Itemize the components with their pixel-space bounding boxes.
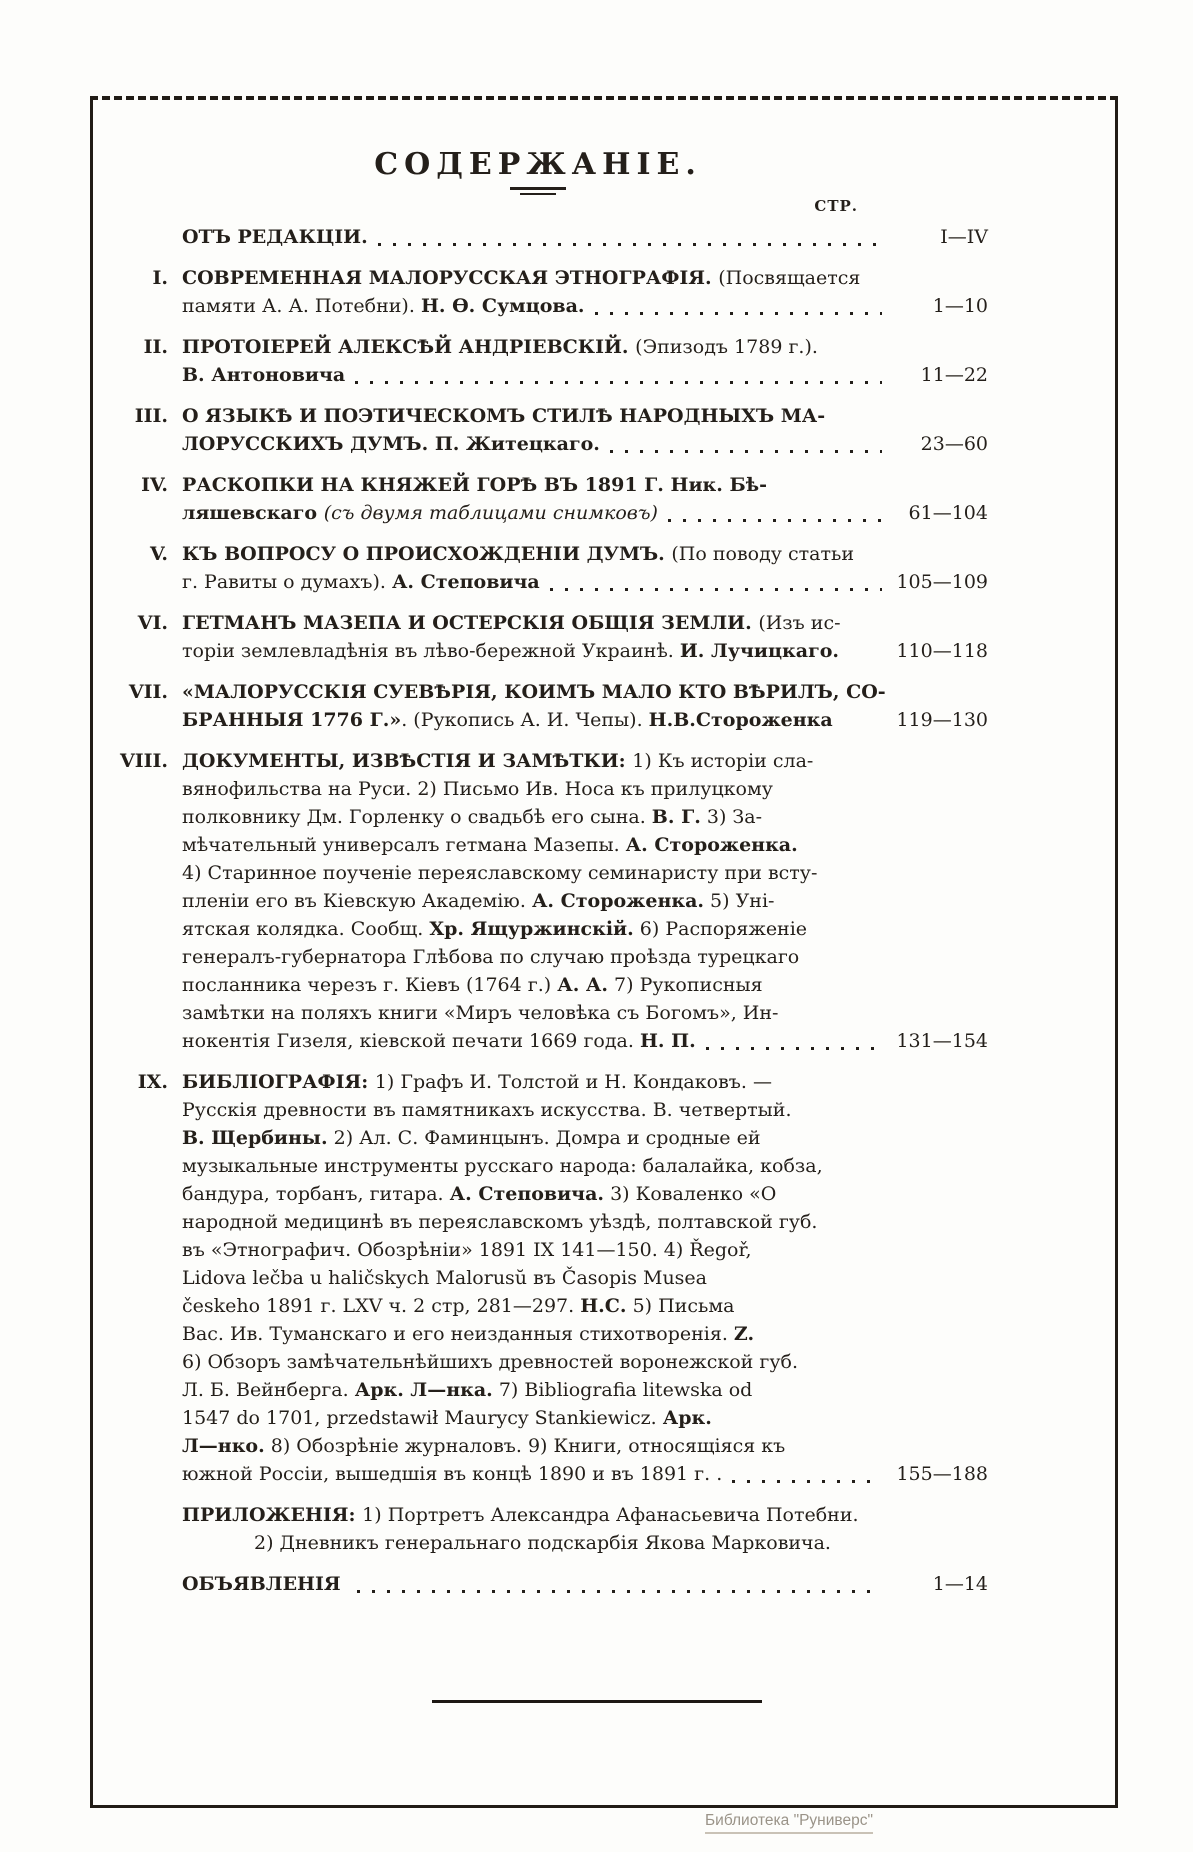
entry-text-segment: ОТЪ РЕДАКЦІИ. <box>182 226 368 248</box>
entry-text <box>182 1570 888 1598</box>
toc-entry <box>88 471 988 527</box>
entry-text-segment: РАСКОПКИ НА КНЯЖЕЙ ГОРѢ ВЪ 1891 Г. <box>182 474 671 496</box>
entry-text-segment: Арк. <box>662 1407 712 1429</box>
entry-line <box>182 540 888 568</box>
entry-text-segment: А. Стороженка. <box>531 890 704 912</box>
toc-entry <box>88 223 988 251</box>
entry-line <box>182 999 888 1027</box>
entry-line <box>182 264 888 292</box>
toc-entry <box>88 747 988 1055</box>
toc-page <box>88 146 988 1611</box>
entry-text-segment: českeho 1891 г. LXV ч. 2 стр, 281—297. <box>182 1295 581 1317</box>
entry-text-segment: 8) Обозрѣніе журналовъ. 9) Книги, относящіяся къ <box>264 1435 786 1457</box>
entry-line <box>182 1096 888 1124</box>
entry-text-segment: ОБЪЯВЛЕНІЯ <box>182 1573 348 1595</box>
entry-text-segment: 3) За- <box>700 806 762 828</box>
entry-line <box>182 223 888 251</box>
entry-line <box>182 1460 888 1488</box>
entry-pages: 105—109 <box>896 571 988 593</box>
dot-leader <box>355 381 882 384</box>
entry-numeral: II. <box>143 336 168 358</box>
entry-text-segment: О ЯЗЫКѢ И ПОЭТИЧЕСКОМЪ СТИЛѢ НАРОДНЫХЪ МА- <box>182 405 826 427</box>
entry-line <box>182 747 888 775</box>
entry-text-segment: вянофильства на Руси. 2) Письмо Ив. Носа къ прилуцкому <box>182 778 773 800</box>
entry-pages: 23—60 <box>920 433 988 455</box>
entry-text-segment: П. Житецкаго. <box>434 433 600 455</box>
entry-pages: 61—104 <box>908 502 988 524</box>
entry-text-segment: СОВРЕМЕННАЯ МАЛОРУССКАЯ ЭТНОГРАФІЯ. <box>182 267 719 289</box>
entry-text-segment: Вас. Ив. Туманскаго и его неизданныя стихотворенія. <box>182 1323 734 1345</box>
entry-pages: 155—188 <box>896 1463 988 1485</box>
toc-entry <box>88 333 988 389</box>
entry-text-segment: КЪ ВОПРОСУ О ПРОИСХОЖДЕНІИ ДУМЪ. <box>182 543 672 565</box>
entry-line <box>182 1236 888 1264</box>
entry-text-segment: В. Щербины. <box>182 1127 328 1149</box>
entry-text-segment: 7) Bibliografia litewska od <box>492 1379 753 1401</box>
entry-text <box>182 540 888 596</box>
entry-numeral: V. <box>149 543 168 565</box>
entry-text <box>182 1501 888 1557</box>
entry-text-segment: 6) Обзоръ замѣчательнѣйшихъ древностей воронежской губ. <box>182 1351 798 1373</box>
entry-text-segment: Н.С. <box>580 1295 627 1317</box>
entry-text-segment: (Эпизодъ 1789 г.). <box>635 336 818 358</box>
entry-line <box>182 568 888 596</box>
entry-text-segment: А. Стороженка. <box>625 834 798 856</box>
entry-text-segment: 2) Дневникъ генеральнаго подскарбія Якова Марковича. <box>254 1532 831 1554</box>
entry-text-segment: 4) Старинное поученіе переяславскому семинаристу при всту- <box>182 862 818 884</box>
entry-line <box>182 402 888 430</box>
entry-numeral: IV. <box>141 474 168 496</box>
entry-line <box>182 1376 888 1404</box>
entry-pages: 131—154 <box>896 1030 988 1052</box>
entry-text-segment: БРАННЫЯ 1776 Г.» <box>182 709 402 731</box>
entry-text-segment: (По поводу статьи <box>671 543 855 565</box>
entry-text-segment: ПРИЛОЖЕНІЯ: <box>182 1504 363 1526</box>
entry-text-segment: Z. <box>733 1323 755 1345</box>
entry-text <box>182 333 888 389</box>
entry-line <box>182 1152 888 1180</box>
entry-line <box>182 915 888 943</box>
entry-text <box>182 1068 888 1488</box>
entry-text-segment: Арк. Л—нка. <box>354 1379 493 1401</box>
dot-leader <box>357 1590 882 1593</box>
page-column-header: СТР. <box>814 197 858 215</box>
entry-text-segment: Ник. Бѣ- <box>670 474 767 496</box>
entry-text-segment: Н. Ѳ. Сумцова. <box>420 295 585 317</box>
entry-text-segment: генералъ-губернатора Глѣбова по случаю проѣзда турецкаго <box>182 946 800 968</box>
toc-entry <box>88 540 988 596</box>
toc-entry <box>88 1068 988 1488</box>
entry-line <box>182 1320 888 1348</box>
toc-entry <box>88 1570 988 1598</box>
entry-text-segment: Л. Б. Вейнберга. <box>182 1379 355 1401</box>
entry-text <box>182 747 888 1055</box>
entry-text-segment: 5) Письма <box>626 1295 735 1317</box>
dot-leader <box>610 450 882 453</box>
entry-pages: I—IV <box>940 226 988 248</box>
entry-text-segment: А. А. <box>557 974 609 996</box>
dot-leader <box>550 588 882 591</box>
entry-numeral: VIII. <box>119 750 168 772</box>
entry-numeral <box>88 1570 182 1598</box>
entry-pages: 1—14 <box>932 1573 988 1595</box>
entry-text-segment: (съ двумя таблицами снимковъ) <box>323 502 658 524</box>
entry-line <box>182 430 888 458</box>
entry-line <box>182 706 888 734</box>
entry-text-segment: памяти А. А. Потебни). <box>182 295 421 317</box>
entry-text-segment: мѣчательный универсалъ гетмана Мазепы. <box>182 834 626 856</box>
entry-line <box>182 943 888 971</box>
entry-line <box>182 1264 888 1292</box>
end-rule <box>432 1700 762 1703</box>
entry-text-segment: Л—нко. <box>182 1435 265 1457</box>
entry-numeral: III. <box>134 405 168 427</box>
entry-text-segment: Н.В.Стороженка <box>648 709 833 731</box>
entry-text-segment: ятская колядка. Сообщ. <box>182 918 430 940</box>
toc-entry <box>88 264 988 320</box>
entry-pages: 119—130 <box>896 709 988 731</box>
entry-text-segment: ГЕТМАНЪ МАЗЕПА И ОСТЕРСКІЯ ОБЩІЯ ЗЕМЛИ. <box>182 612 759 634</box>
entry-text-segment: въ «Этнографич. Обозрѣніи» 1891 IX 141—150. 4) Řegoř, <box>182 1239 752 1261</box>
toc-entry <box>88 402 988 458</box>
entry-line <box>182 831 888 859</box>
toc-entry <box>88 678 988 734</box>
entry-text-segment: 1) Портретъ Александра Афанасьевича Потебни. <box>362 1504 859 1526</box>
entry-text-segment: 1547 do 1701, przedstawił Maurycy Stankiewicz. <box>182 1407 663 1429</box>
entry-pages: 110—118 <box>896 640 988 662</box>
entry-text-segment: 6) Распоряженіе <box>633 918 808 940</box>
entry-line <box>182 859 888 887</box>
entry-text-segment: г. Равиты о думахъ). <box>182 571 392 593</box>
library-watermark: Библиотека "Руниверс" <box>705 1812 873 1834</box>
entry-text-segment: Lidova lečba u haličskych Malorusŭ въ Časopis Musea <box>182 1267 708 1289</box>
entry-line <box>182 361 888 389</box>
entry-text-segment: народной медицинѣ въ переяславскомъ уѣздѣ, полтавской губ. <box>182 1211 818 1233</box>
entry-pages: 1—10 <box>932 295 988 317</box>
entry-line <box>182 1208 888 1236</box>
entry-line <box>182 1348 888 1376</box>
entry-text-segment: «МАЛОРУССКІЯ СУЕВѢРІЯ, КОИМЪ МАЛО КТО ВѢРИЛЪ, СО- <box>182 681 886 703</box>
entry-text-segment: 5) Уні- <box>704 890 775 912</box>
entry-text <box>182 402 888 458</box>
entry-text-segment: БИБЛІОГРАФІЯ: <box>182 1071 375 1093</box>
entry-text <box>182 264 888 320</box>
entry-pages: 11—22 <box>920 364 988 386</box>
entry-text-segment: торіи землевладѣнія въ лѣво-бережной Украинѣ. <box>182 640 680 662</box>
entry-text-segment: южной Россіи, вышедшія въ концѣ 1890 и въ 1891 г. . <box>182 1463 723 1485</box>
entry-line <box>182 1027 888 1055</box>
dot-leader <box>732 1480 882 1483</box>
entry-numeral: I. <box>152 267 168 289</box>
title-flourish <box>510 187 566 195</box>
entry-text-segment: посланника черезъ г. Кіевъ (1764 г.) <box>182 974 558 996</box>
entry-line <box>182 1501 888 1529</box>
dot-leader <box>378 243 882 246</box>
entry-line <box>182 637 888 665</box>
entry-text-segment: (Посвящается <box>718 267 861 289</box>
entry-text-segment: 3) Коваленко «О <box>604 1183 777 1205</box>
entry-line <box>182 1529 888 1557</box>
entry-text-segment: Н. П. <box>639 1030 696 1052</box>
entry-numeral: VI. <box>137 612 168 634</box>
entry-line <box>182 609 888 637</box>
dot-leader <box>668 519 882 522</box>
entry-text-segment: музыкальные инструменты русскаго народа: балалайка, кобза, <box>182 1155 823 1177</box>
entry-line <box>182 1570 888 1598</box>
entry-text-segment: ДОКУМЕНТЫ, ИЗВѢСТІЯ И ЗАМѢТКИ: <box>182 750 633 772</box>
toc-entry <box>88 1501 988 1557</box>
entry-text-segment: ПРОТОІЕРЕЙ АЛЕКСѢЙ АНДРІЕВСКІЙ. <box>182 336 636 358</box>
entry-text-segment: нокентія Гизеля, кіевской печати 1669 года. <box>182 1030 640 1052</box>
entry-text-segment: 1) Графъ И. Толстой и Н. Кондаковъ. — <box>374 1071 772 1093</box>
entry-text-segment: А. Степовича <box>391 571 540 593</box>
entry-text-segment: 2) Ал. С. Фаминцынъ. Домра и сродные ей <box>327 1127 761 1149</box>
entry-line <box>182 292 888 320</box>
page-title: СОДЕРЖАНІЕ. <box>374 147 702 182</box>
entry-numeral <box>88 223 182 251</box>
entry-text <box>182 609 888 665</box>
entry-numeral: IX. <box>137 1071 168 1093</box>
toc-entries <box>88 223 988 1598</box>
entry-text-segment: Хр. Ящуржинскій. <box>429 918 634 940</box>
entry-text <box>182 471 888 527</box>
dot-leader <box>595 312 882 315</box>
entry-text-segment: В. Г. <box>651 806 701 828</box>
entry-numeral <box>88 1501 182 1557</box>
entry-text-segment: ляшевскаго <box>182 502 324 524</box>
entry-text-segment: И. Лучицкаго. <box>679 640 840 662</box>
entry-line <box>182 1404 888 1432</box>
entry-line <box>182 775 888 803</box>
entry-line <box>182 1068 888 1096</box>
entry-text-segment: пленіи его въ Кіевскую Академію. <box>182 890 532 912</box>
entry-text <box>182 678 888 734</box>
toc-entry <box>88 609 988 665</box>
entry-line <box>182 333 888 361</box>
entry-line <box>182 971 888 999</box>
entry-text <box>182 223 888 251</box>
entry-line <box>182 471 888 499</box>
entry-text-segment: полковнику Дм. Горленку о свадьбѣ его сына. <box>182 806 652 828</box>
entry-line <box>182 1124 888 1152</box>
entry-line <box>182 499 888 527</box>
entry-text-segment: В. Антоновича <box>182 364 346 386</box>
entry-text-segment: Русскія древности въ памятникахъ искусства. В. четвертый. <box>182 1099 792 1121</box>
entry-text-segment: 7) Рукописныя <box>608 974 763 996</box>
entry-text-segment: (Изъ ис- <box>758 612 841 634</box>
entry-line <box>182 1180 888 1208</box>
entry-line <box>182 803 888 831</box>
entry-text-segment: А. Степовича. <box>449 1183 605 1205</box>
entry-line <box>182 1432 888 1460</box>
dot-leader <box>706 1047 882 1050</box>
entry-text-segment: замѣтки на поляхъ книги «Миръ человѣка съ Богомъ», Ин- <box>182 1002 779 1024</box>
entry-line <box>182 887 888 915</box>
entry-line <box>182 1292 888 1320</box>
entry-text-segment: ЛОРУССКИХЪ ДУМЪ. <box>182 433 435 455</box>
entry-line <box>182 678 888 706</box>
entry-text-segment: . (Рукопись А. И. Чепы). <box>401 709 649 731</box>
entry-numeral: VII. <box>128 681 168 703</box>
entry-text-segment: 1) Къ исторіи сла- <box>632 750 814 772</box>
entry-text-segment: бандура, торбанъ, гитара. <box>182 1183 450 1205</box>
